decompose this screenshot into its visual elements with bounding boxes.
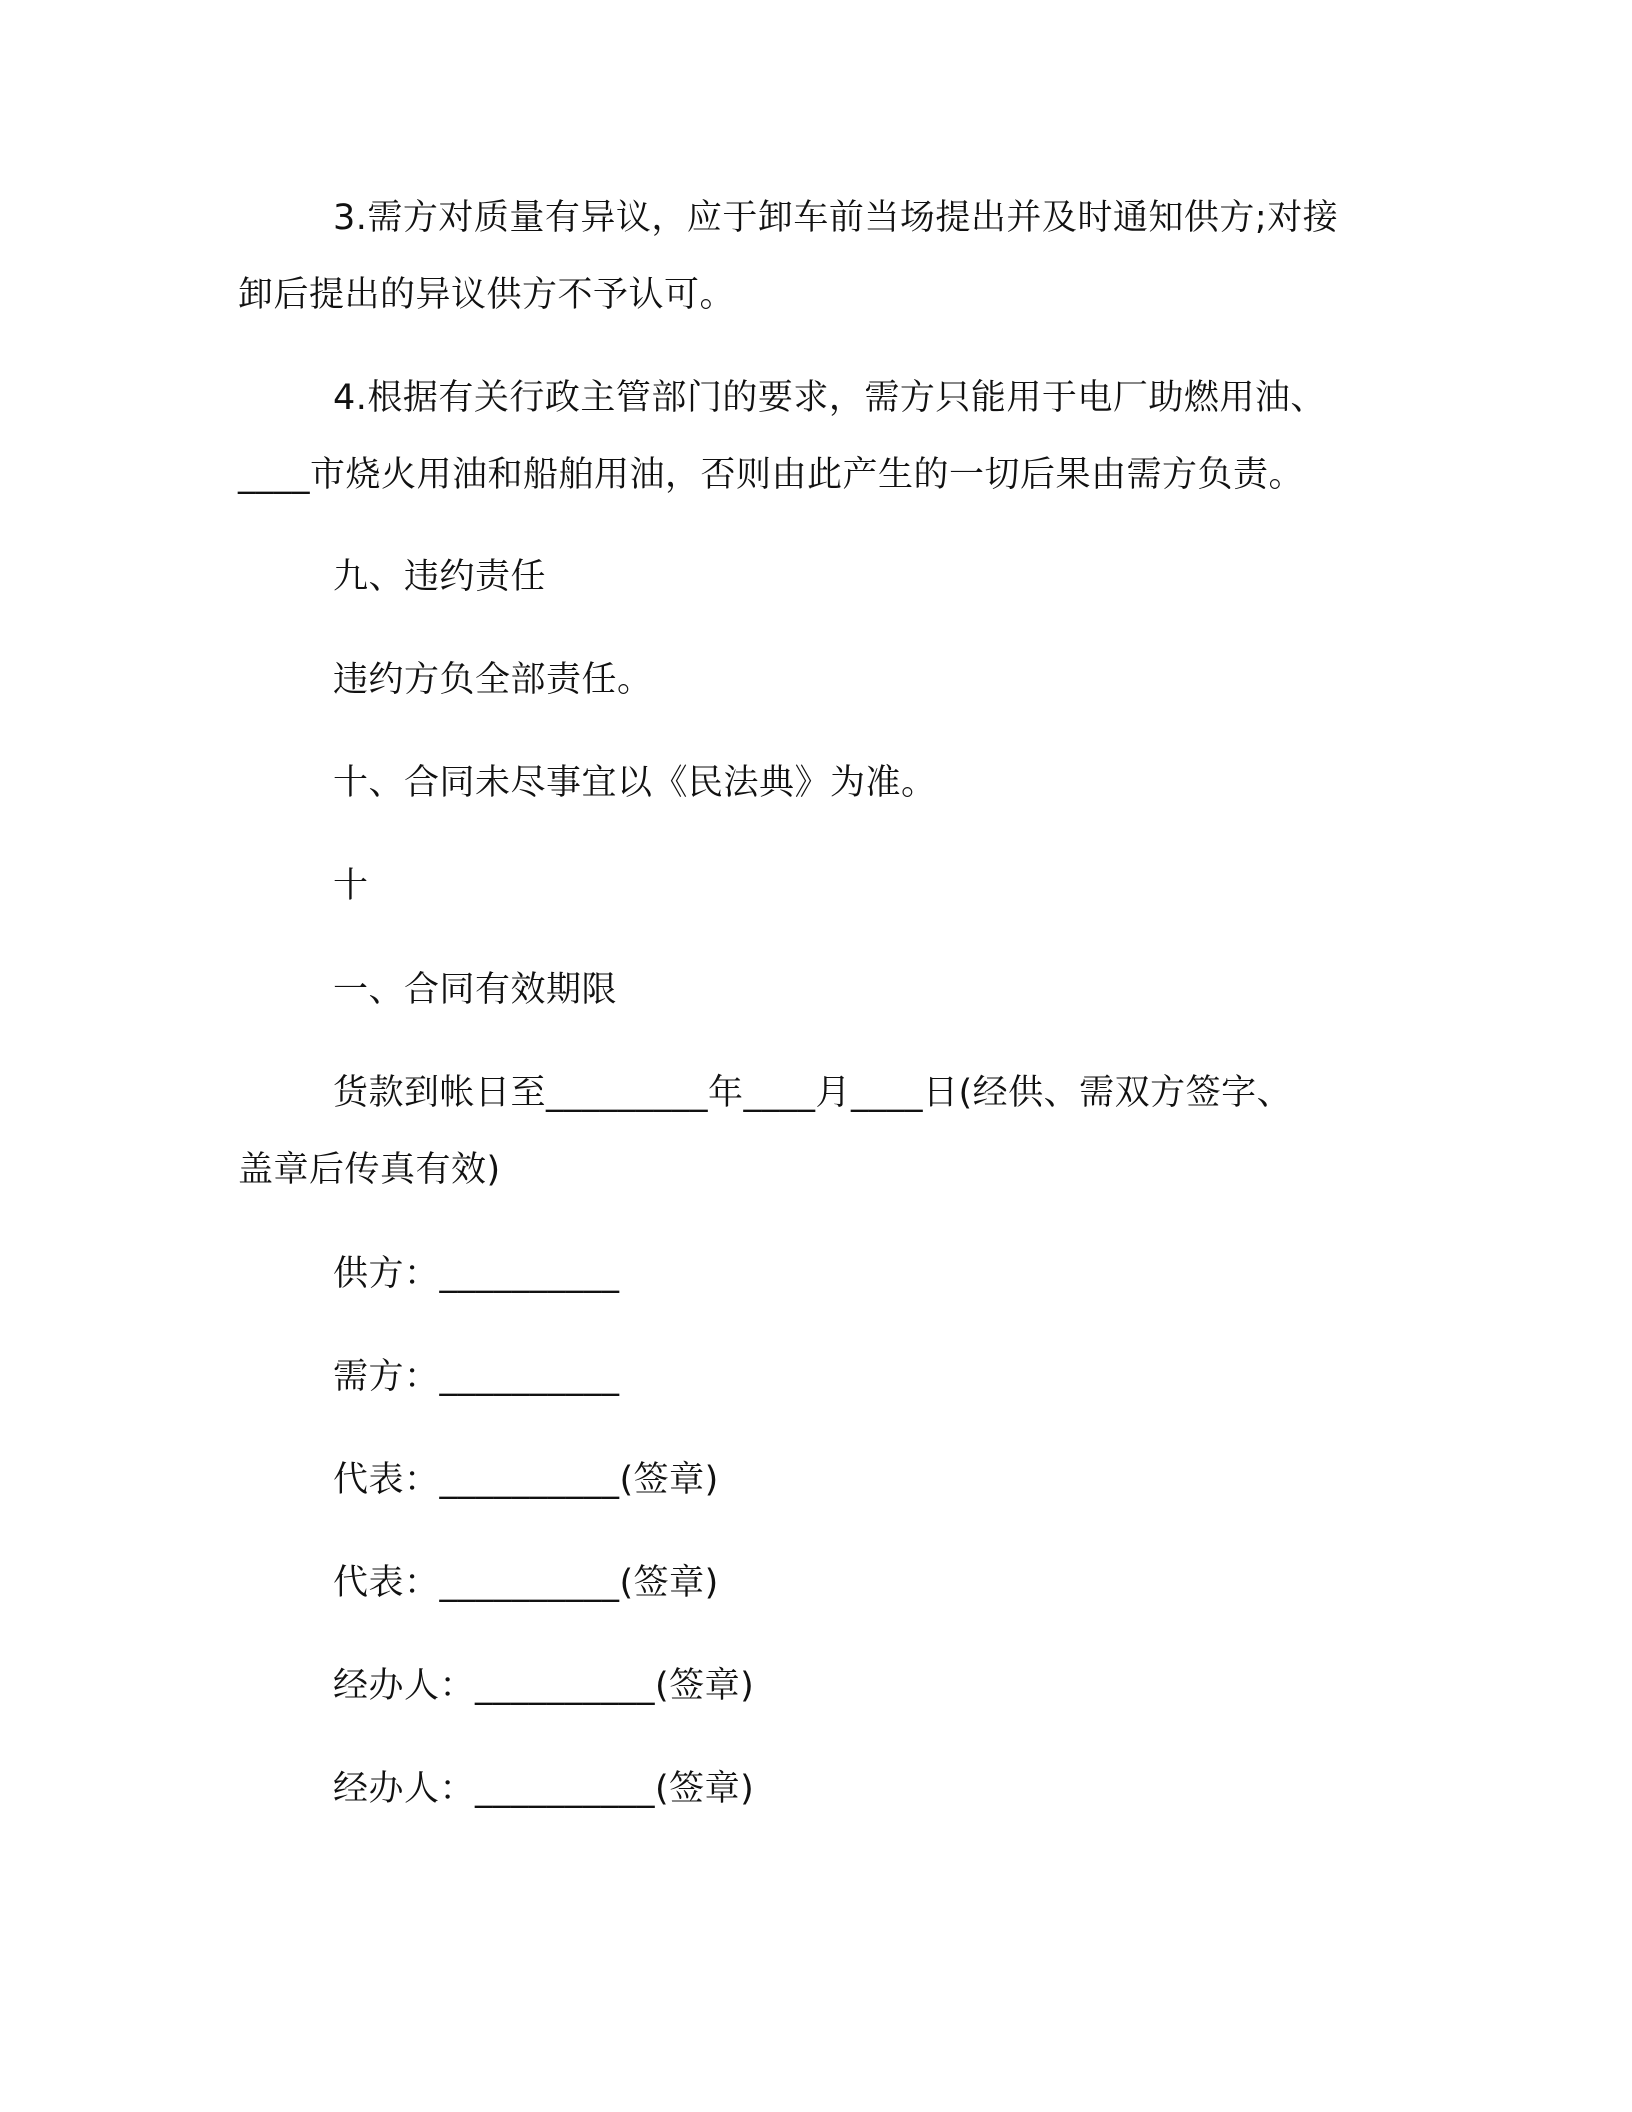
handler-field-1: 经办人：__________(签章) <box>333 1666 755 1706</box>
handler-field-2: 经办人：__________(签章) <box>333 1769 755 1809</box>
section-9-body: 违约方负全部责任。 <box>333 660 653 700</box>
section-10-text: 十、合同未尽事宜以《民法典》为准。 <box>333 763 937 803</box>
buyer-field: 需方：__________ <box>333 1357 620 1397</box>
section-9-heading: 九、违约责任 <box>333 557 547 597</box>
representative-field-2: 代表：__________(签章) <box>333 1563 719 1603</box>
supplier-field: 供方：__________ <box>333 1254 620 1294</box>
validity-heading: 一、合同有效期限 <box>333 970 618 1010</box>
clause-4-line-2: ____市烧火用油和船舶用油，否则由此产生的一切后果由需方负责。 <box>238 455 1305 495</box>
clause-3-line-2: 卸后提出的异议供方不予认可。 <box>238 275 736 315</box>
clause-3-line-1: 3.需方对质量有异议，应于卸车前当场提出并及时通知供方;对接 <box>333 198 1339 238</box>
section-11-number: 十 <box>333 866 369 906</box>
validity-line-2: 盖章后传真有效) <box>238 1150 501 1190</box>
clause-4-line-1: 4.根据有关行政主管部门的要求，需方只能用于电厂助燃用油、 <box>333 378 1326 418</box>
validity-line-1: 货款到帐日至_________年____月____日(经供、需双方签字、 <box>333 1073 1293 1113</box>
representative-field-1: 代表：__________(签章) <box>333 1460 719 1500</box>
